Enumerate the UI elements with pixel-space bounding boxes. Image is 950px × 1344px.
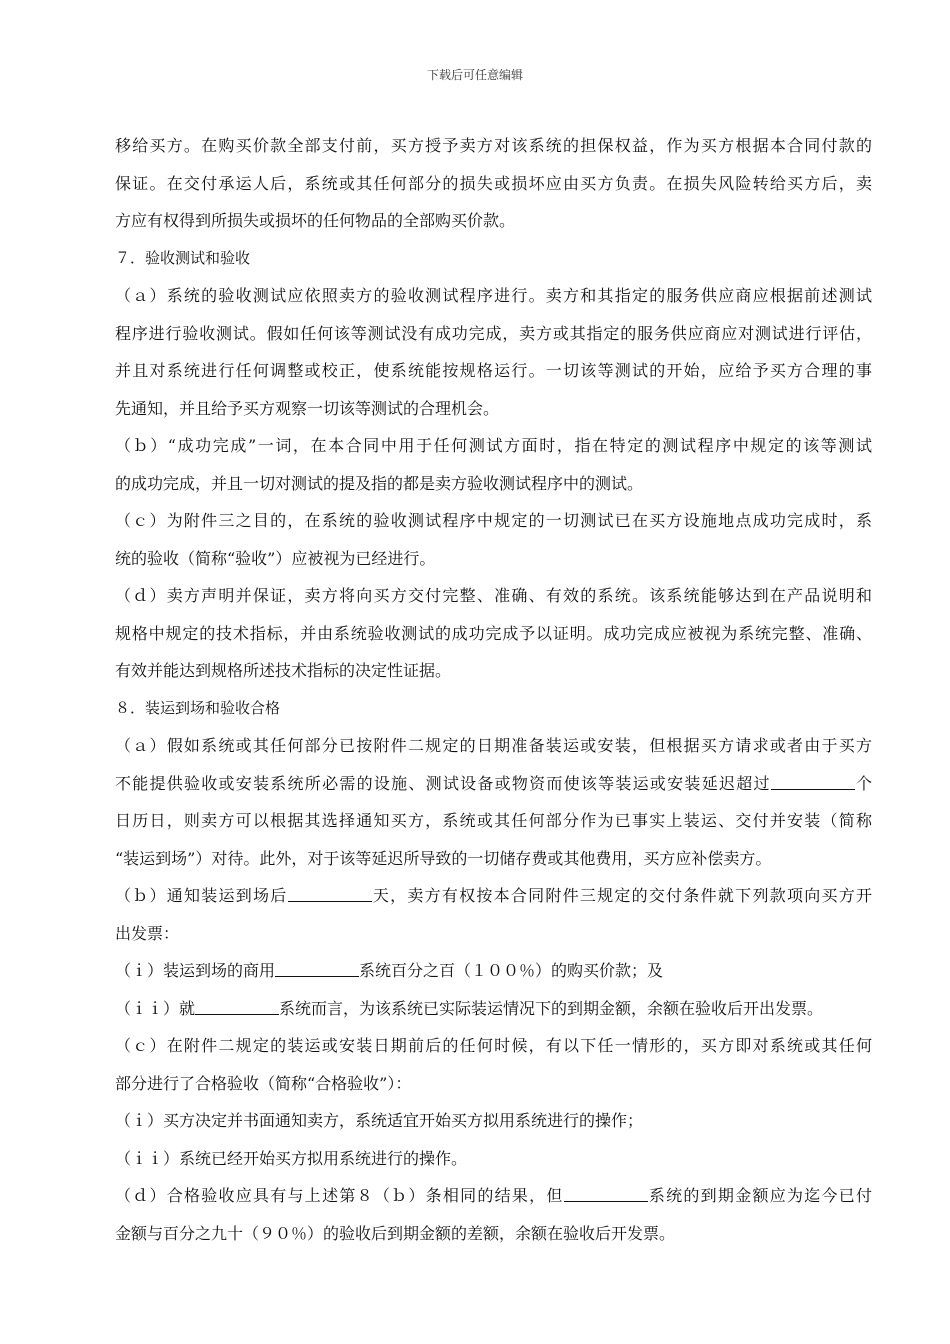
- text-line: 移给买方。在购买价款全部支付前，买方授予卖方对该系统的担保权益，作为买方根据本合同付款的: [115, 136, 872, 155]
- fill-in-blank[interactable]: [195, 998, 279, 1015]
- fill-in-blank[interactable]: [288, 885, 372, 902]
- page-header: 下载后可任意编辑: [426, 68, 523, 82]
- fill-in-blank[interactable]: [564, 1185, 648, 1202]
- text-line: 金额与百分之九十（９０％）的验收后到期金额的差额，余额在验收后开发票。: [115, 1223, 676, 1243]
- fill-in-blank[interactable]: [771, 773, 855, 790]
- text-line: （ｄ）卖方声明并保证，卖方将向买方交付完整、准确、有效的系统。该系统能够达到在产品说明和: [115, 586, 872, 605]
- text-line: 先通知，并且给予买方观察一切该等测试的合理机会。: [115, 398, 500, 418]
- text-line: 方应有权得到所损失或损坏的任何物品的全部购买价款。: [115, 211, 516, 230]
- paragraph: [115, 1177, 872, 1252]
- paragraph: [115, 1102, 872, 1140]
- text-line: （ｄ）合格验收应具有与上述第８（ｂ）条相同的结果，但 系统的到期金额应为迄今已付: [115, 1186, 872, 1205]
- paragraph: [115, 277, 872, 427]
- paragraph: [115, 952, 872, 990]
- fill-in-blank[interactable]: [275, 960, 359, 977]
- text-line: 规格中规定的技术指标，并由系统验收测试的成功完成予以证明。成功完成应被视为系统完整、准确、: [115, 623, 872, 643]
- text-line: （ｂ）通知装运到场后 天，卖方有权按本合同附件三规定的交付条件就下列款项向买方开: [115, 886, 872, 905]
- paragraph: [115, 990, 872, 1028]
- text-line: 不能提供验收或安装系统所必需的设施、测试设备或物资而使该等装运或安装延迟超过 个: [115, 773, 872, 793]
- paragraph: [115, 427, 872, 502]
- text-line: 程序进行验收测试。假如任何该等测试没有成功完成，卖方或其指定的服务供应商应对测试进行评估，: [115, 323, 872, 343]
- section-heading: ７．验收测试和验收: [115, 248, 251, 267]
- text-line: 部分进行了合格验收（简称“合格验收”）：: [115, 1073, 412, 1093]
- text-line: （ｉｉ）就 系统而言，为该系统已实际装运情况下的到期金额，余额在验收后开出发票。: [115, 998, 824, 1018]
- paragraph: [115, 1027, 872, 1102]
- text-line: （ｂ）“成功完成”一词，在本合同中用于任何测试方面时，指在特定的测试程序中规定的该等测试: [115, 436, 872, 455]
- paragraph: [115, 502, 872, 577]
- text-line: 统的验收（简称“验收”）应被视为已经进行。: [115, 548, 436, 568]
- text-line: （ａ）系统的验收测试应依照卖方的验收测试程序进行。卖方和其指定的服务供应商应根据前述测试: [115, 286, 872, 305]
- text-line: 的成功完成，并且一切对测试的提及指的都是卖方验收测试程序中的测试。: [115, 473, 644, 493]
- document-body: [115, 127, 872, 1252]
- text-line: （ｉ）装运到场的商用 系统百分之百（１００％）的购买价款；及: [115, 961, 664, 980]
- text-line: （ｉｉ）系统已经开始买方拟用系统进行的操作。: [115, 1148, 468, 1168]
- text-line: 有效并能达到规格所述技术指标的决定性证据。: [115, 661, 452, 680]
- text-line: 并且对系统进行任何调整或校正，使系统能按规格运行。一切该等测试的开始，应给予买方合理的事: [115, 361, 872, 380]
- section-heading: ８．装运到场和验收合格: [115, 698, 281, 717]
- text-line: （ｃ）在附件二规定的装运或安装日期前后的任何时候，有以下任一情形的，买方即对系统或其任何: [115, 1036, 872, 1055]
- text-line: （ｉ）买方决定并书面通知卖方，系统适宜开始买方拟用系统进行的操作；: [115, 1111, 644, 1130]
- text-line: 日历日，则卖方可以根据其选择通知买方，系统或其任何部分作为已事实上装运、交付并安装（简称: [115, 811, 872, 830]
- text-line: （ａ）假如系统或其任何部分已按附件二规定的日期准备装运或安装，但根据买方请求或者由于买方: [115, 736, 872, 755]
- text-line: “装运到场”）对待。此外，对于该等延迟所导致的一切储存费或其他费用，买方应补偿卖方。: [115, 848, 772, 868]
- paragraph: [115, 727, 872, 877]
- text-line: 保证。在交付承运人后，系统或其任何部分的损失或损坏应由买方负责。在损失风险转给买方后，卖: [115, 173, 872, 193]
- paragraph: [115, 577, 872, 690]
- text-line: （ｃ）为附件三之目的，在系统的验收测试程序中规定的一切测试已在买方设施地点成功完成时，系: [115, 511, 872, 530]
- paragraph: [115, 127, 872, 240]
- paragraph: [115, 877, 872, 952]
- paragraph: [115, 1140, 872, 1178]
- text-line: 出发票：: [115, 923, 180, 943]
